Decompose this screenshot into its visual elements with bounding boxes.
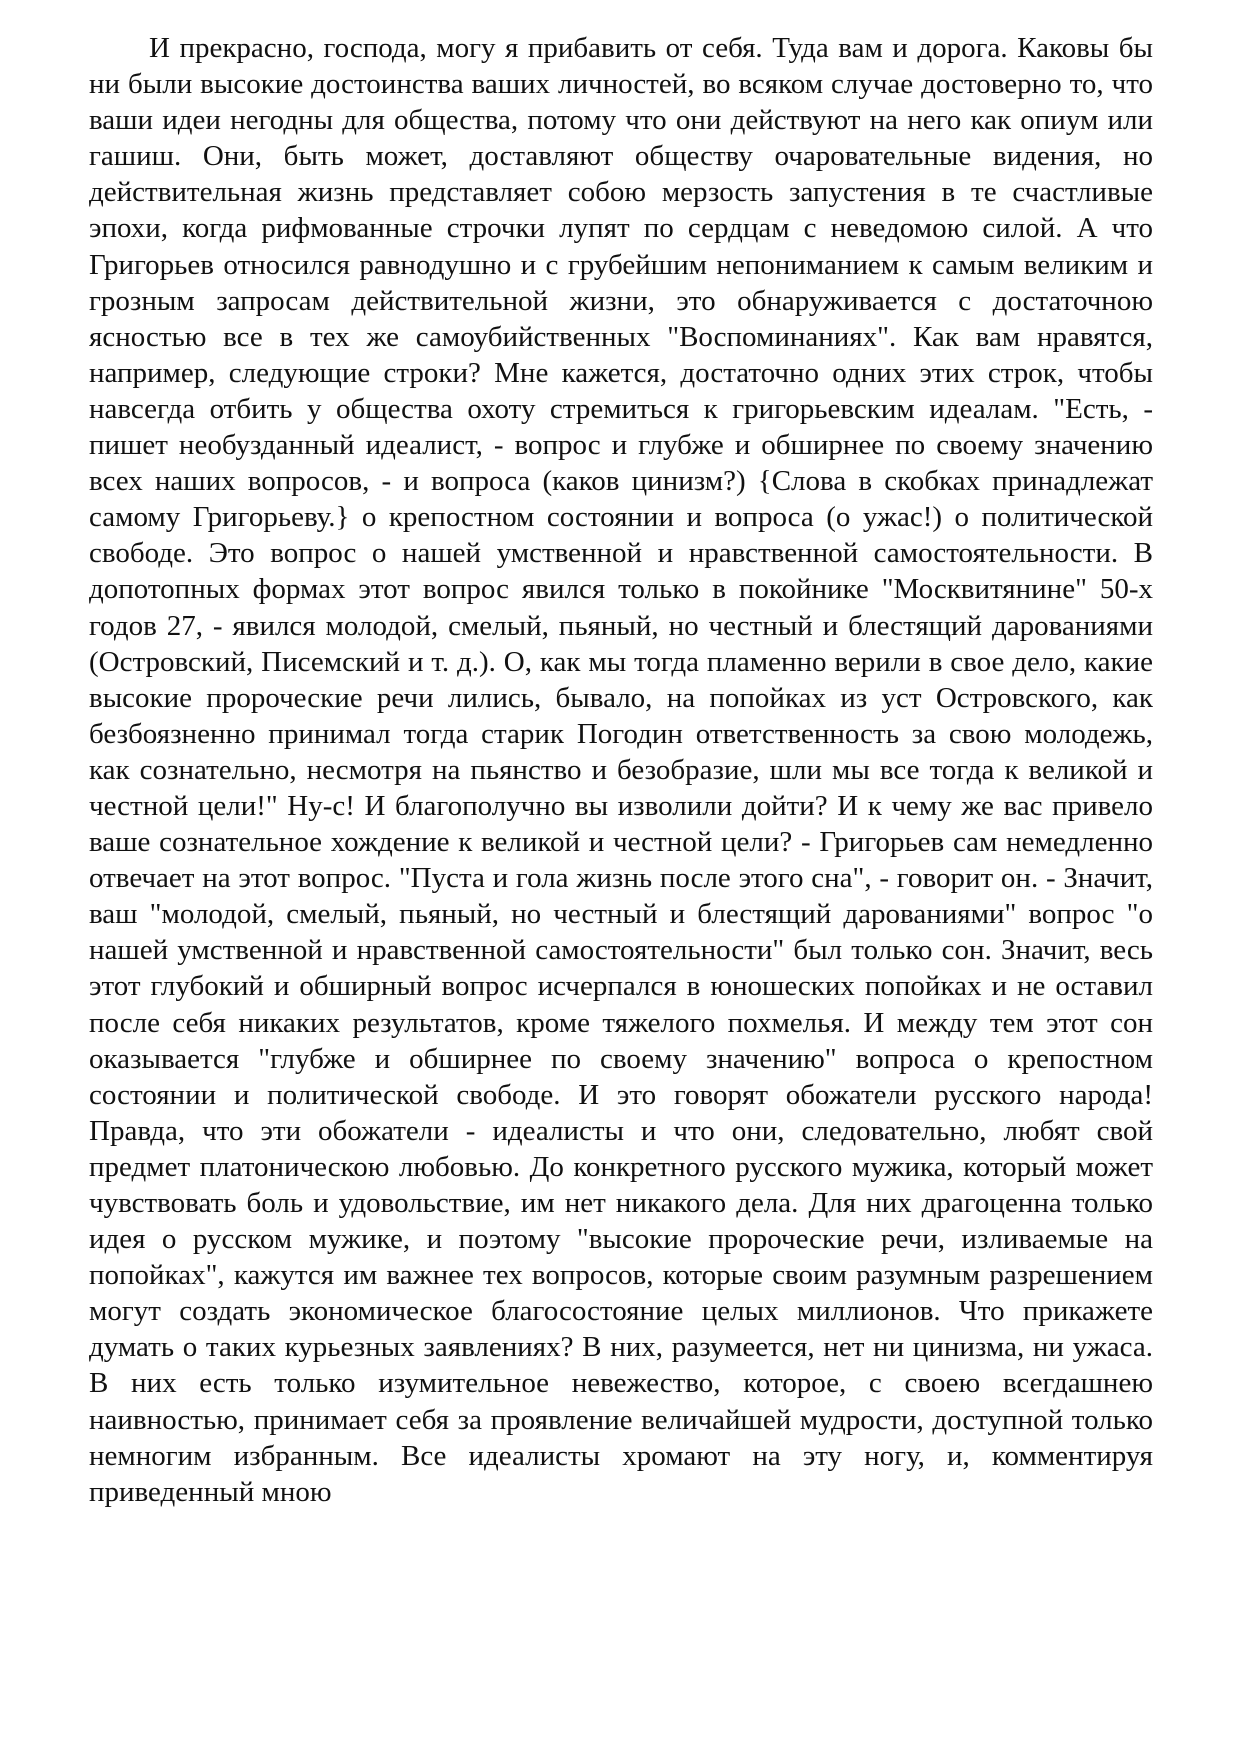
body-text (89, 30, 1153, 1510)
paragraph: И прекрасно, господа, могу я прибавить от себя. Туда вам и дорога. Каковы бы ни были высокие достоинства ваших личностей, во всяком случае достоверно то, что ваши идеи негодны для общества, потому что они действуют на него как опиум или гашиш. Они, быть может, доставляют обществу очаровательные видения, но действительная жизнь представляет собою мерзость запустения в те счастливые эпохи, когда рифмованные строчки лупят по сердцам с неведомою силой. А что Григорьев относился равнодушно и с грубейшим непониманием к самым великим и грозным запросам действительной жизни, это обнаруживается с достаточною ясностью все в тех же самоубийственных "Воспоминаниях". Как вам нравятся, например, следующие строки? Мне кажется, достаточно одних этих строк, чтобы навсегда отбить у общества охоту стремиться к григорьевским идеалам. "Есть, - пишет необузданный идеалист, - вопрос и глубже и обширнее по своему значению всех наших вопросов, - и вопроса (каков цинизм?) {Слова в скобках принадлежат самому Григорьеву.} о крепостном состоянии и вопроса (о ужас!) о политической свободе. Это вопрос о нашей умственной и нравственной самостоятельности. В допотопных формах этот вопрос явился только в покойнике "Москвитянине" 50-х годов 27, - явился молодой, смелый, пьяный, но честный и блестящий дарованиями (Островский, Писемский и т. д.). О, как мы тогда пламенно верили в свое дело, какие высокие пророческие речи лились, бывало, на попойках из уст Островского, как безбоязненно принимал тогда старик Погодин ответственность за свою молодежь, как сознательно, несмотря на пьянство и безобразие, шли мы все тогда к великой и честной цели!" Ну-с! И благополучно вы изволили дойти? И к чему же вас привело ваше сознательное хождение к великой и честной цели? - Григорьев сам немедленно отвечает на этот вопрос. "Пуста и гола жизнь после этого сна", - говорит он. - Значит, ваш "молодой, смелый, пьяный, но честный и блестящий дарованиями" вопрос "о нашей умственной и нравственной самостоятельности" был только сон. Значит, весь этот глубокий и обширный вопрос исчерпался в юношеских попойках и не оставил после себя никаких результатов, кроме тяжелого похмелья. И между тем этот сон оказывается "глубже и обширнее по своему значению" вопроса о крепостном состоянии и политической свободе. И это говорят обожатели русского народа! Правда, что эти обожатели - идеалисты и что они, следовательно, любят свой предмет платоническою любовью. До конкретного русского мужика, который может чувствовать боль и удовольствие, им нет никакого дела. Для них драгоценна только идея о русском мужике, и поэтому "высокие пророческие речи, изливаемые на попойках", кажутся им важнее тех вопросов, которые своим разумным разрешением могут создать экономическое благосостояние целых миллионов. Что прикажете думать о таких курьезных заявлениях? В них, разумеется, нет ни цинизма, ни ужаса. В них есть только изумительное невежество, которое, с своею всегдашнею наивностью, принимает себя за проявление величайшей мудрости, доступной только немногим избранным. Все идеалисты хромают на эту ногу, и, комментируя приведенный мною (89, 32, 1153, 1508)
